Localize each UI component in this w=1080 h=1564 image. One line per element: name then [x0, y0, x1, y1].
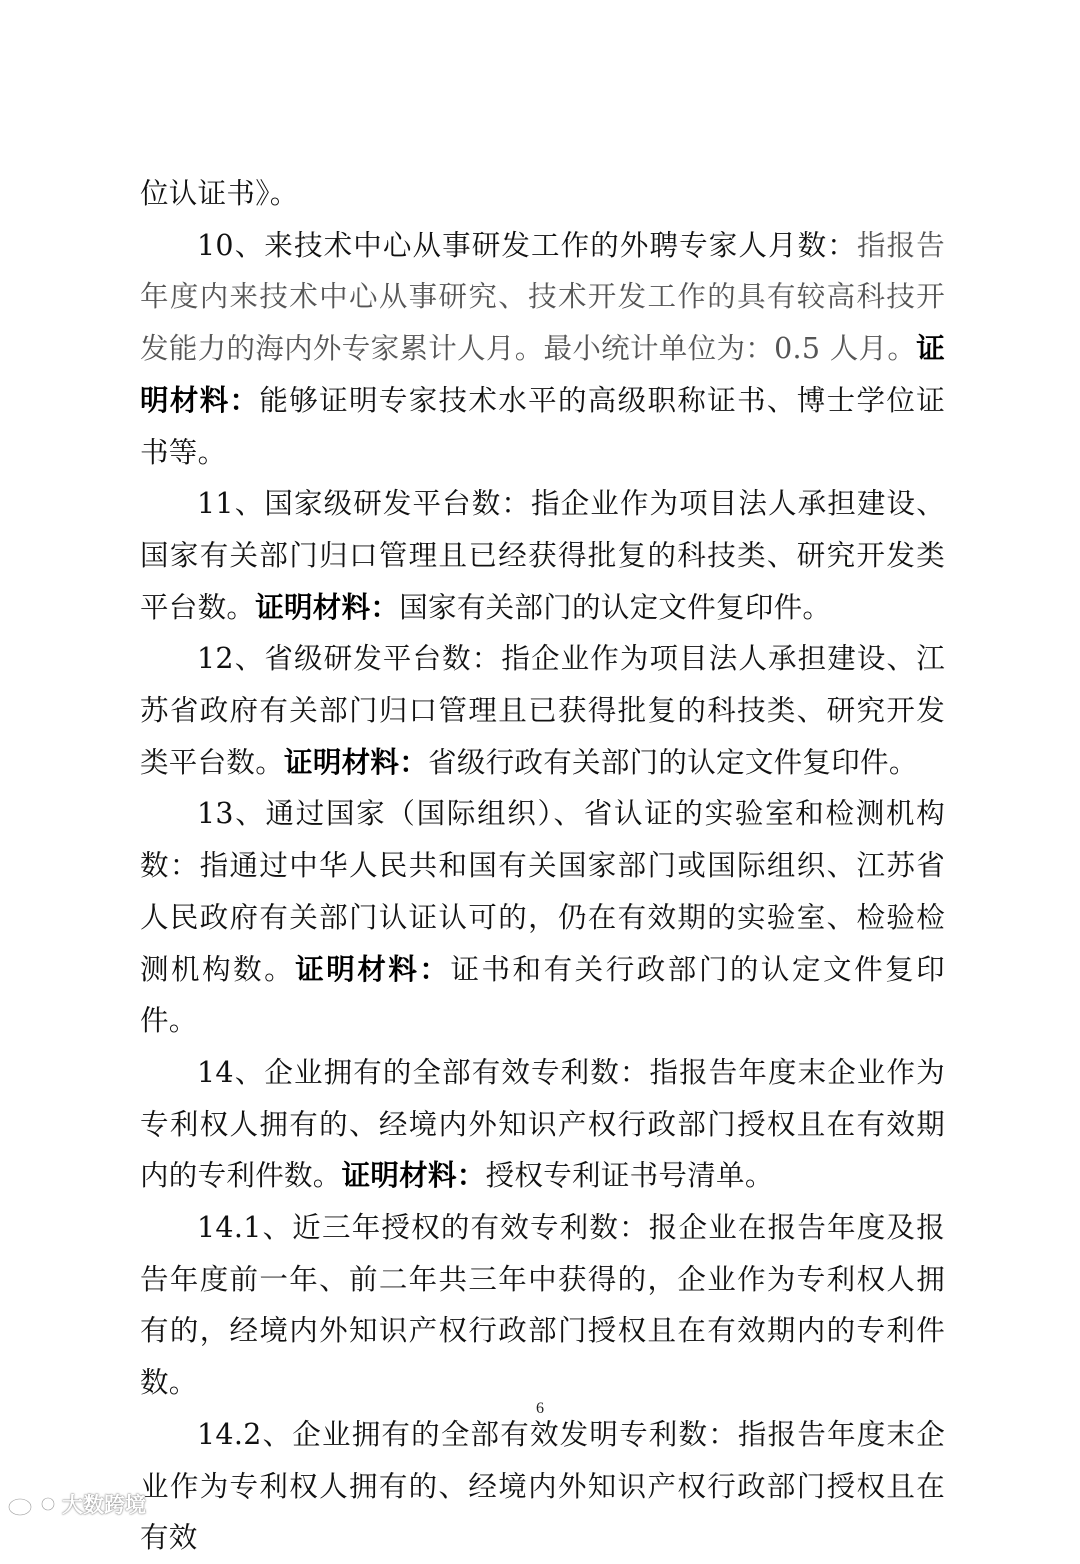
- item-body: 13、通过国家（国际组织）、省认证的实验室和检测机构数：指通过中华人民共和国有关国家部门或国际组织、江苏省人民政府有关部门认证认可的，仍在有效期的实验室、检验检测机构数。: [140, 797, 945, 986]
- proof-label: 证明材料：: [341, 1159, 486, 1193]
- proof-text: 国家有关部门的认定文件复印件。: [399, 590, 832, 624]
- item-body: 指报告年度内来技术中心从事研究、技术开发工作的具有较高科技开发能力的海内外专家累计人月。最小统计单位为：0.5 人月。: [140, 228, 945, 366]
- item-body: 11、国家级研发平台数：指企业作为项目法人承担建设、国家有关部门归口管理且已经获得批复的科技类、研究开发类平台数。: [140, 487, 945, 624]
- paragraph-item-11: [140, 478, 945, 633]
- page-number: 6: [536, 1400, 544, 1417]
- item-lead: 10、来技术中心从事研发工作的外聘专家人月数：: [197, 228, 857, 262]
- item-body: 14.2、企业拥有的全部有效发明专利数：指报告年度末企业作为专利权人拥有的、经境内外知识产权行政部门授权且在有效: [140, 1417, 945, 1555]
- watermark: [6, 1488, 146, 1520]
- proof-label: 证明材料：: [255, 590, 400, 624]
- proof-text: 省级行政有关部门的认定文件复印件。: [428, 745, 918, 779]
- proof-label: 证明材料：: [140, 332, 945, 417]
- paragraph-item-14-1: [140, 1202, 945, 1409]
- proof-label: 证明材料：: [295, 952, 451, 986]
- paragraph-continuation: [140, 168, 945, 220]
- proof-text: 能够证明专家技术水平的高级职称证书、博士学位证书等。: [140, 383, 946, 469]
- paragraph-item-14-2: [140, 1409, 945, 1564]
- weibo-logo-icon: [6, 1490, 58, 1518]
- watermark-text: 大数跨境: [62, 1493, 146, 1517]
- paragraph-text: 位认证书》。: [140, 177, 299, 210]
- paragraph-item-10: [140, 220, 945, 479]
- item-body: 12、省级研发平台数：指企业作为项目法人承担建设、江苏省政府有关部门归口管理且已获得批复的科技类、研究开发类平台数。: [140, 642, 945, 779]
- proof-text: 授权专利证书号清单。: [485, 1159, 774, 1193]
- paragraph-item-14: [140, 1047, 945, 1202]
- paragraph-item-12: [140, 633, 945, 788]
- proof-label: 证明材料：: [284, 745, 429, 779]
- proof-text: 证书和有关行政部门的认定文件复印件。: [140, 952, 945, 1038]
- item-body: 14.1、近三年授权的有效专利数：报企业在报告年度及报告年度前一年、前二年共三年中获得的，企业作为专利权人拥有的，经境内外知识产权行政部门授权且在有效期内的专利件数。: [140, 1211, 945, 1400]
- document-body: [140, 168, 945, 1564]
- item-body: 14、企业拥有的全部有效专利数：指报告年度末企业作为专利权人拥有的、经境内外知识产权行政部门授权且在有效期内的专利件数。: [140, 1055, 945, 1193]
- paragraph-item-13: [140, 788, 945, 1047]
